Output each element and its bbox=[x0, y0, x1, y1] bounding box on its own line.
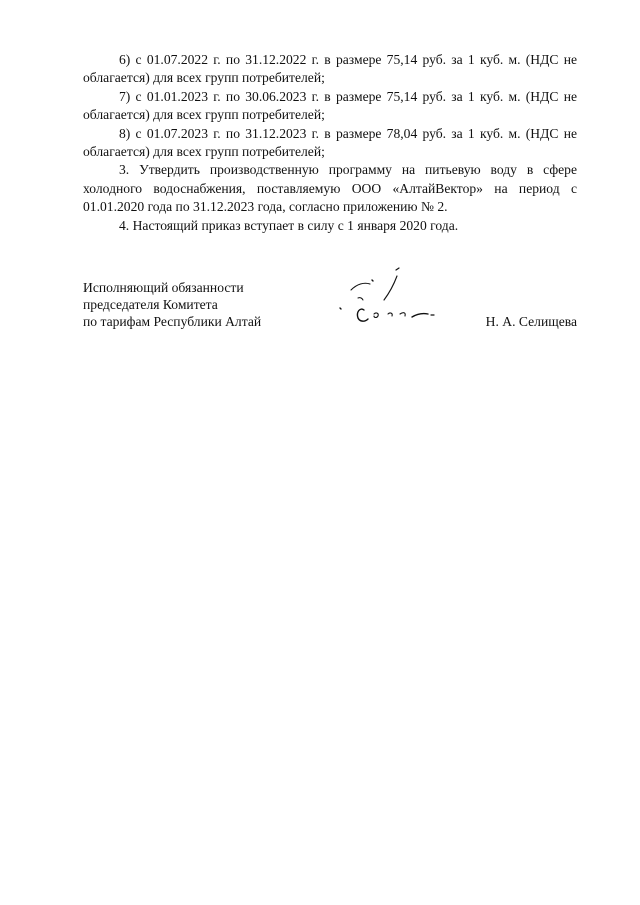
signatory-position-line-2: председателя Комитета bbox=[83, 297, 218, 312]
signatory-name: Н. А. Селищева bbox=[485, 314, 577, 329]
signatory-position-line-1: Исполняющий обязанности bbox=[83, 280, 244, 295]
clause-4-effective-date: 4. Настоящий приказ вступает в силу с 1 января 2020 года. bbox=[119, 217, 459, 233]
clause-3-production-program: 3. Утвердить производственную программу на питьевую воду в сфере холодного водоснабжения, поставляемую ООО «АлтайВектор» на период с 01.01.2020 года по 31.12.2023 года, согласно приложению № 2. bbox=[83, 162, 577, 215]
document-body bbox=[83, 51, 577, 235]
signatory-position bbox=[83, 279, 313, 330]
tariff-item-8: 8) с 01.07.2023 г. по 31.12.2023 г. в размере 78,04 руб. за 1 куб. м. (НДС не облагается) для всех групп потребителей; bbox=[83, 125, 577, 160]
signature-block bbox=[83, 279, 577, 339]
tariff-item-7: 7) с 01.01.2023 г. по 30.06.2023 г. в размере 75,14 руб. за 1 куб. м. (НДС не облагается) для всех групп потребителей; bbox=[83, 88, 577, 123]
handwritten-signature bbox=[338, 262, 450, 328]
signatory-position-line-3: по тарифам Республики Алтай bbox=[83, 314, 262, 329]
tariff-item-6: 6) с 01.07.2022 г. по 31.12.2022 г. в размере 75,14 руб. за 1 куб. м. (НДС не облагается) для всех групп потребителей; bbox=[83, 52, 577, 86]
